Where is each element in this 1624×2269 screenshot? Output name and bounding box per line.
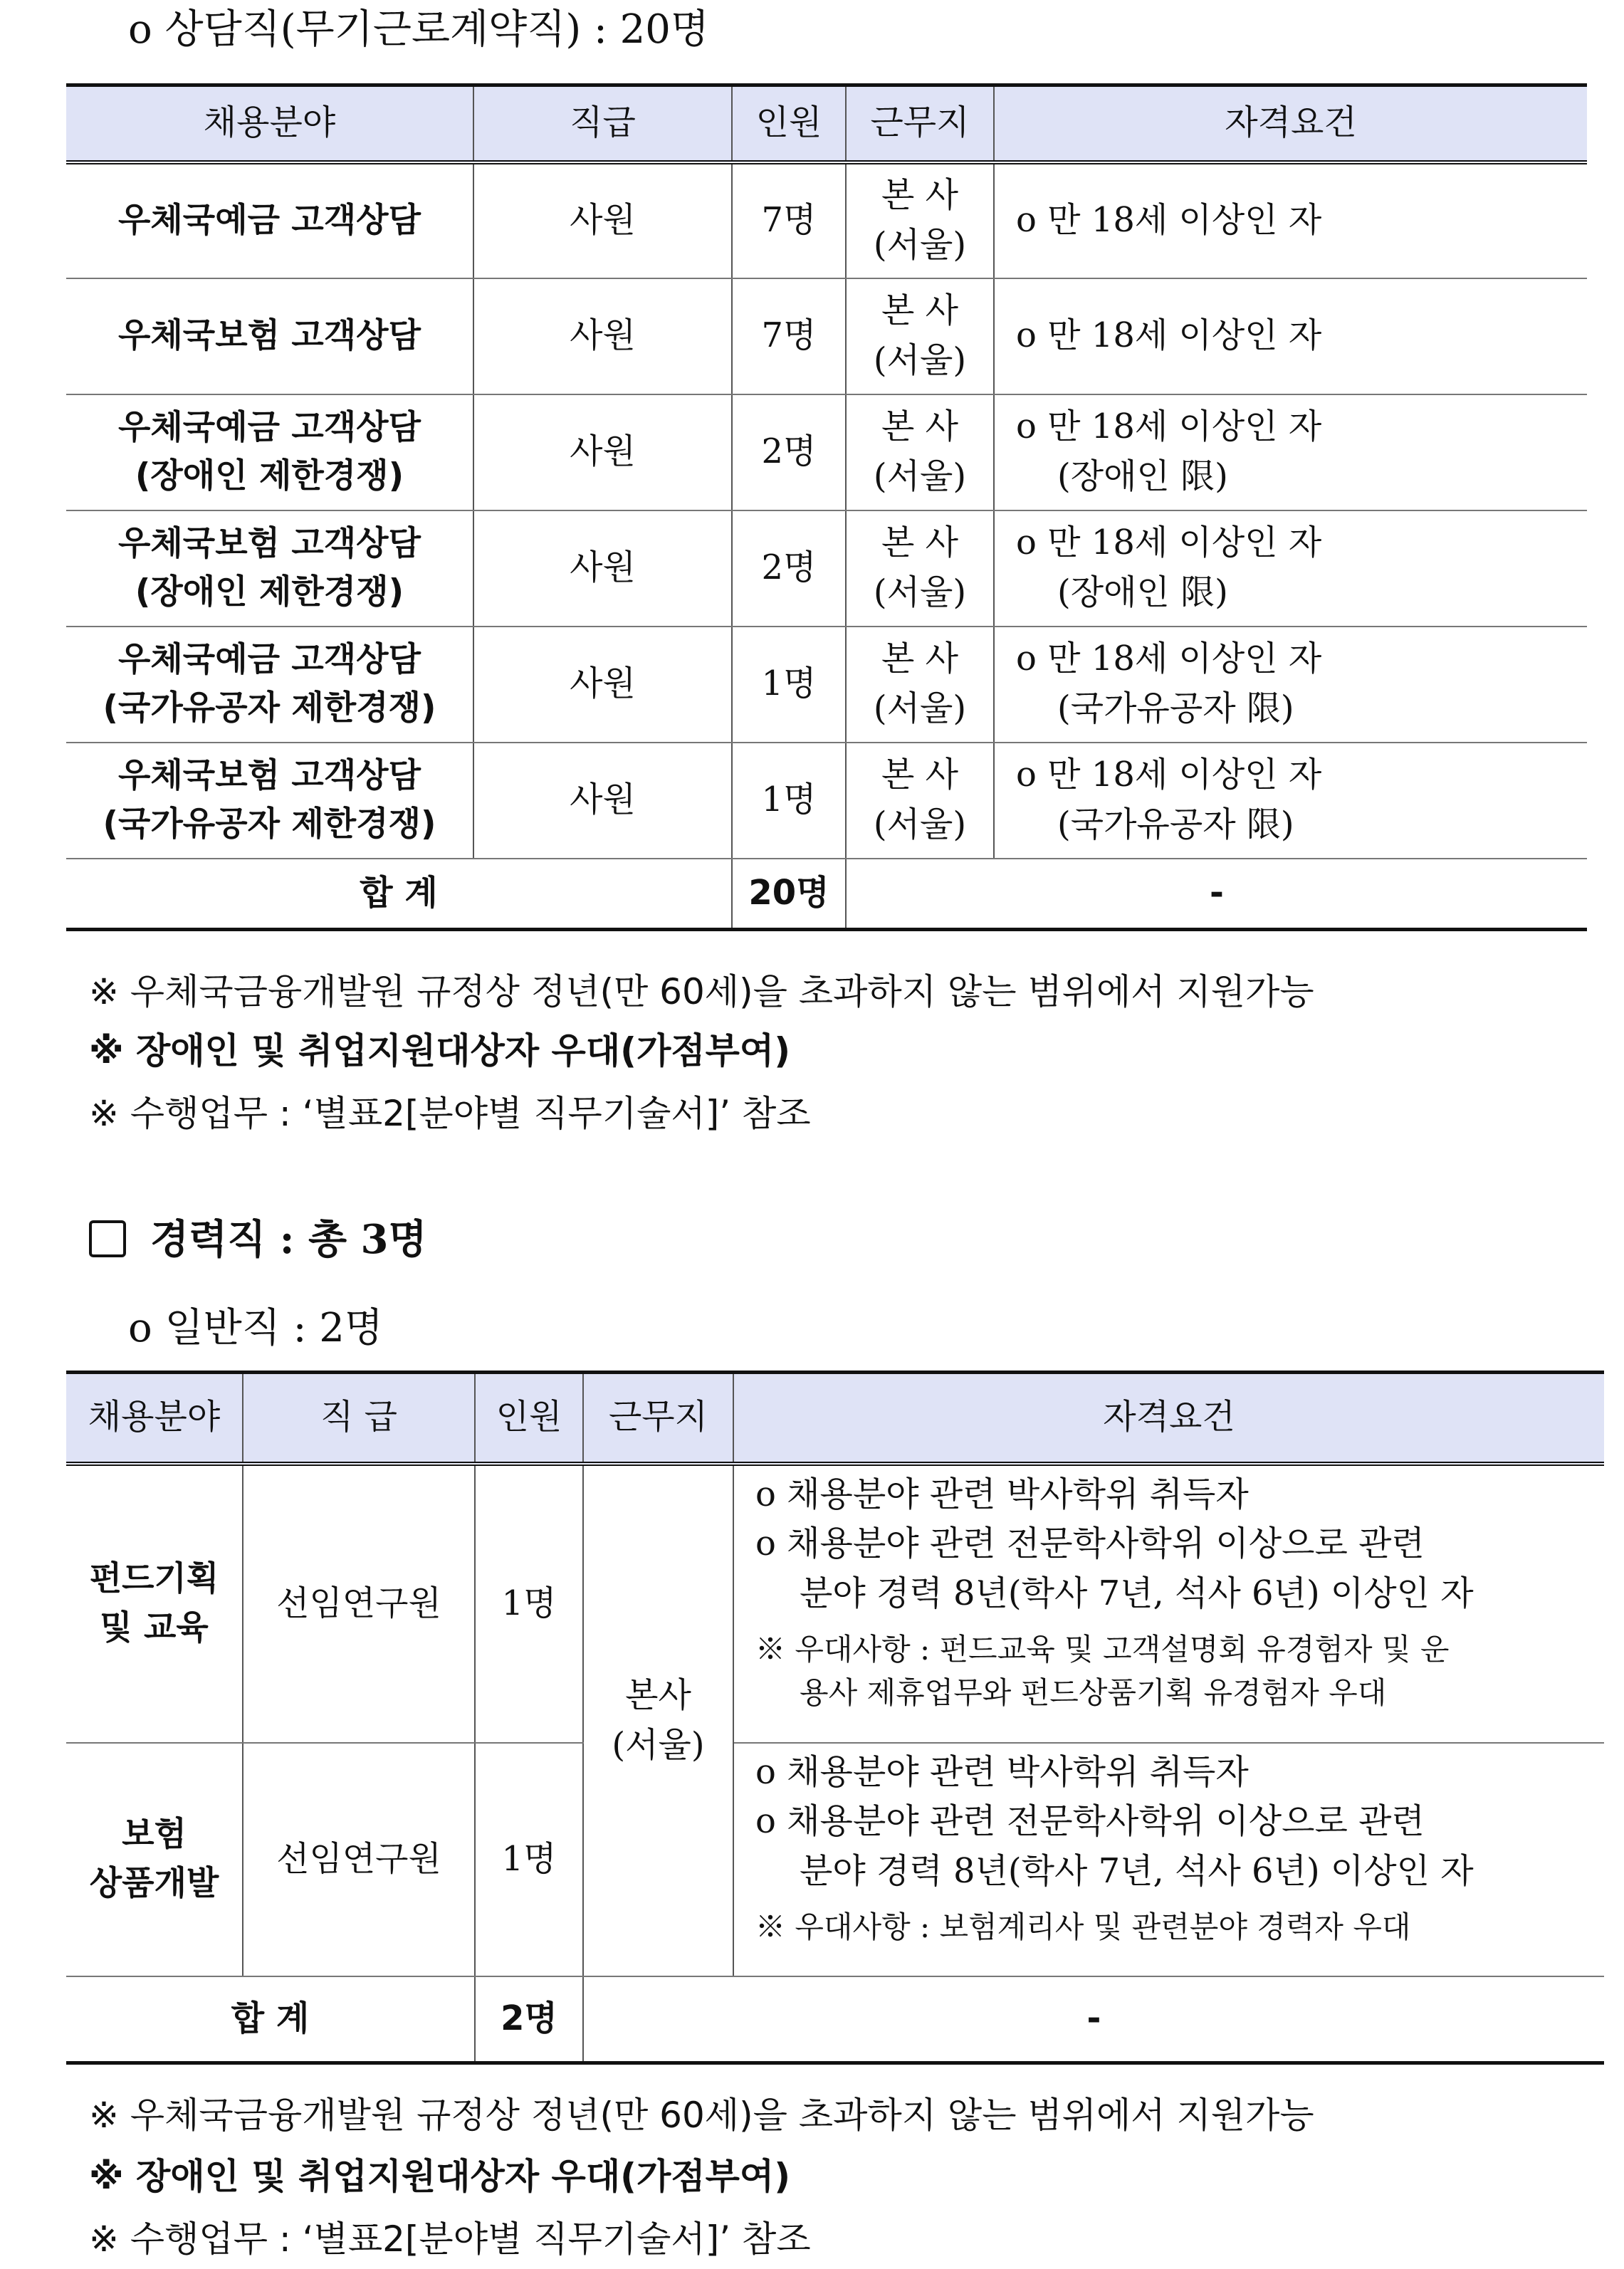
col-header-field: 채용분야	[66, 1373, 243, 1464]
location-cell: 본 사 (서울)	[846, 743, 994, 859]
table-row	[66, 627, 1587, 743]
total-count: 2명	[475, 1976, 583, 2063]
table-row	[66, 510, 1587, 627]
section2-subheading: o 일반직 : 2명	[128, 1305, 383, 1351]
col-header-grade: 직 급	[243, 1373, 475, 1464]
col-header-location: 근무지	[583, 1373, 733, 1464]
note-preference: ※ 장애인 및 취업지원대상자 우대(가점부여)	[89, 1030, 791, 1071]
location-cell: 본 사 (서울)	[846, 394, 994, 510]
table-row	[66, 394, 1587, 510]
field-cell: 우체국예금 고객상담 (국가유공자 제한경쟁)	[66, 627, 473, 743]
table-header-row	[66, 85, 1587, 162]
preference-note: ※ 우대사항 : 펀드교육 및 고객설명회 유경험자 및 운	[755, 1632, 1450, 1667]
count-cell: 1명	[732, 743, 846, 859]
square-bullet-icon	[89, 1220, 126, 1257]
field-cell: 우체국예금 고객상담	[66, 162, 473, 278]
table-row	[66, 278, 1587, 394]
requirement-cell: o 만 18세 이상인 자 (장애인 限)	[994, 510, 1587, 627]
grade-cell: 선임연구원	[243, 1464, 475, 1743]
count-cell: 2명	[732, 394, 846, 510]
requirement-cell: o 채용분야 관련 박사학위 취득자 o 채용분야 관련 전문학사학위 이상으로 관련 분야 경력 8년(학사 7년, 석사 6년) 이상인 자 ※ 우대사항 : 펀드교육 및 고객설명회 유경험자 및 운 용사 제휴업무와 펀드상품기획 유경험자 우대	[733, 1464, 1604, 1743]
count-cell: 1명	[475, 1464, 583, 1743]
requirement-cell: o 만 18세 이상인 자	[994, 278, 1587, 394]
preference-note: ※ 우대사항 : 보험계리사 및 관련분야 경력자 우대	[755, 1909, 1411, 1945]
col-header-location: 근무지	[846, 85, 994, 162]
grade-cell: 사원	[473, 743, 732, 859]
col-header-field: 채용분야	[66, 85, 473, 162]
location-cell: 본 사 (서울)	[846, 510, 994, 627]
field-cell: 우체국예금 고객상담 (장애인 제한경쟁)	[66, 394, 473, 510]
count-cell: 1명	[475, 1743, 583, 1976]
requirement-cell: o 만 18세 이상인 자 (장애인 限)	[994, 394, 1587, 510]
grade-cell: 사원	[473, 627, 732, 743]
note-retirement: ※ 우체국금융개발원 규정상 정년(만 60세)을 초과하지 않는 범위에서 지원가능	[89, 971, 1314, 1012]
table-row	[66, 1743, 1604, 1976]
career-recruitment-table	[66, 1371, 1604, 2065]
note-duties-2: ※ 수행업무 : ‘별표2[분야별 직무기술서]’ 참조	[89, 2218, 811, 2260]
field-cell: 우체국보험 고객상담 (장애인 제한경쟁)	[66, 510, 473, 627]
preference-note-cont: 용사 제휴업무와 펀드상품기획 유경험자 우대	[800, 1675, 1387, 1711]
location-cell: 본 사 (서울)	[846, 162, 994, 278]
total-rest: -	[846, 859, 1587, 930]
table-row	[66, 743, 1587, 859]
count-cell: 2명	[732, 510, 846, 627]
count-cell: 1명	[732, 627, 846, 743]
note-duties: ※ 수행업무 : ‘별표2[분야별 직무기술서]’ 참조	[89, 1093, 811, 1134]
field-cell: 보험 상품개발	[66, 1743, 243, 1976]
col-header-grade: 직급	[473, 85, 732, 162]
col-header-count: 인원	[732, 85, 846, 162]
section1-heading: o 상담직(무기근로계약직) : 20명	[128, 6, 709, 53]
table-header-row	[66, 1373, 1604, 1464]
table-row	[66, 162, 1587, 278]
grade-cell: 사원	[473, 394, 732, 510]
col-header-count: 인원	[475, 1373, 583, 1464]
note-retirement-2: ※ 우체국금융개발원 규정상 정년(만 60세)을 초과하지 않는 범위에서 지원가능	[89, 2095, 1314, 2136]
requirement-cell: o 만 18세 이상인 자 (국가유공자 限)	[994, 627, 1587, 743]
location-cell: 본 사 (서울)	[846, 627, 994, 743]
requirement-cell: o 만 18세 이상인 자	[994, 162, 1587, 278]
total-rest: -	[583, 1976, 1604, 2063]
counseling-recruitment-table	[66, 83, 1587, 931]
grade-cell: 사원	[473, 510, 732, 627]
table-row	[66, 1464, 1604, 1743]
grade-cell: 선임연구원	[243, 1743, 475, 1976]
total-row	[66, 1976, 1604, 2063]
count-cell: 7명	[732, 278, 846, 394]
field-cell: 우체국보험 고객상담 (국가유공자 제한경쟁)	[66, 743, 473, 859]
col-header-requirement: 자격요건	[733, 1373, 1604, 1464]
count-cell: 7명	[732, 162, 846, 278]
requirement-cell: o 채용분야 관련 박사학위 취득자 o 채용분야 관련 전문학사학위 이상으로 관련 분야 경력 8년(학사 7년, 석사 6년) 이상인 자 ※ 우대사항 : 보험계리사 및 관련분야 경력자 우대	[733, 1743, 1604, 1976]
grade-cell: 사원	[473, 278, 732, 394]
grade-cell: 사원	[473, 162, 732, 278]
total-label: 합 계	[66, 1976, 475, 2063]
section2-heading: 경력직 : 총 3명	[89, 1220, 427, 1259]
location-cell: 본사 (서울)	[583, 1464, 733, 1976]
field-cell: 우체국보험 고객상담	[66, 278, 473, 394]
total-label: 합 계	[66, 859, 732, 930]
field-cell: 펀드기획 및 교육	[66, 1464, 243, 1743]
note-preference-2: ※ 장애인 및 취업지원대상자 우대(가점부여)	[89, 2156, 791, 2197]
total-row	[66, 859, 1587, 930]
location-cell: 본 사 (서울)	[846, 278, 994, 394]
col-header-requirement: 자격요건	[994, 85, 1587, 162]
total-count: 20명	[732, 859, 846, 930]
requirement-cell: o 만 18세 이상인 자 (국가유공자 限)	[994, 743, 1587, 859]
